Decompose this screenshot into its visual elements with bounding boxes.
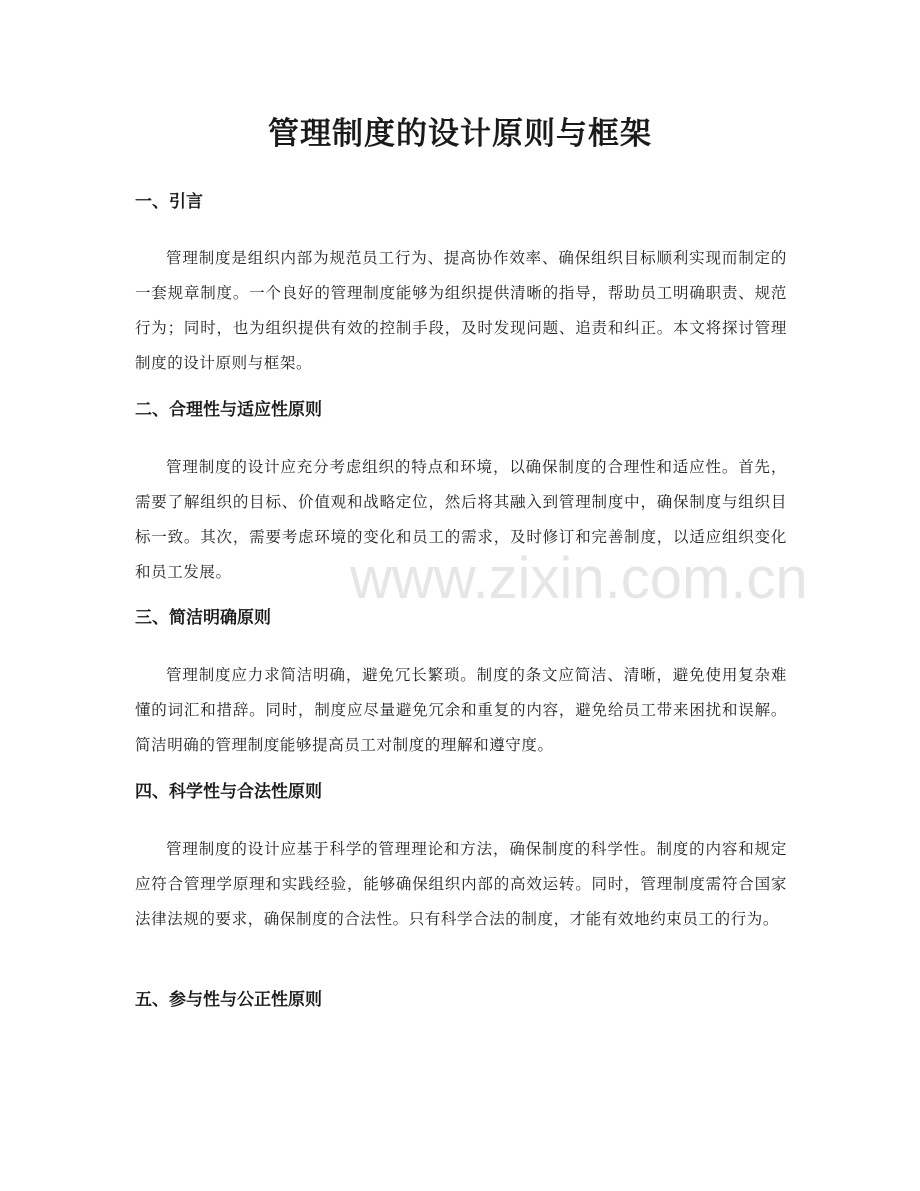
section-paragraph: 管理制度是组织内部为规范员工行为、提高协作效率、确保组织目标顺利实现而制定的一套规章制度。一个良好的管理制度能够为组织提供清晰的指导，帮助员工明确职责、规范行为；同时，也为组织提供有效的控制手段，及时发现问题、追责和纠正。本文将探讨管理制度的设计原则与框架。	[135, 249, 787, 372]
section-participation	[135, 988, 787, 1012]
section-simplicity	[135, 606, 787, 763]
section-heading: 三、简洁明确原则	[135, 608, 271, 628]
section-heading: 五、参与性与公正性原则	[135, 990, 322, 1010]
section-introduction	[135, 190, 787, 381]
section-paragraph: 管理制度的设计应基于科学的管理理论和方法，确保制度的科学性。制度的内容和规定应符合管理学原理和实践经验，能够确保组织内部的高效运转。同时，管理制度需符合国家法律法规的要求，确保制度的合法性。只有科学合法的制度，才能有效地约束员工的行为。	[135, 840, 787, 928]
section-paragraph: 管理制度应力求简洁明确，避免冗长繁琐。制度的条文应简洁、清晰，避免使用复杂难懂的词汇和措辞。同时，制度应尽量避免冗余和重复的内容，避免给员工带来困扰和误解。简洁明确的管理制度能够提高员工对制度的理解和遵守度。	[135, 666, 787, 754]
watermark: www.zixin.com.cn	[350, 546, 808, 611]
section-rationality	[135, 398, 787, 590]
section-scientific	[135, 780, 787, 937]
section-heading: 二、合理性与适应性原则	[135, 400, 322, 420]
section-heading: 一、引言	[135, 192, 203, 212]
document-title: 管理制度的设计原则与框架	[268, 116, 652, 152]
section-heading: 四、科学性与合法性原则	[135, 782, 322, 802]
section-paragraph: 管理制度的设计应充分考虑组织的特点和环境，以确保制度的合理性和适应性。首先，需要了解组织的目标、价值观和战略定位，然后将其融入到管理制度中，确保制度与组织目标一致。其次，需要考虑环境的变化和员工的需求，及时修订和完善制度，以适应组织变化和员工发展。	[135, 458, 787, 581]
